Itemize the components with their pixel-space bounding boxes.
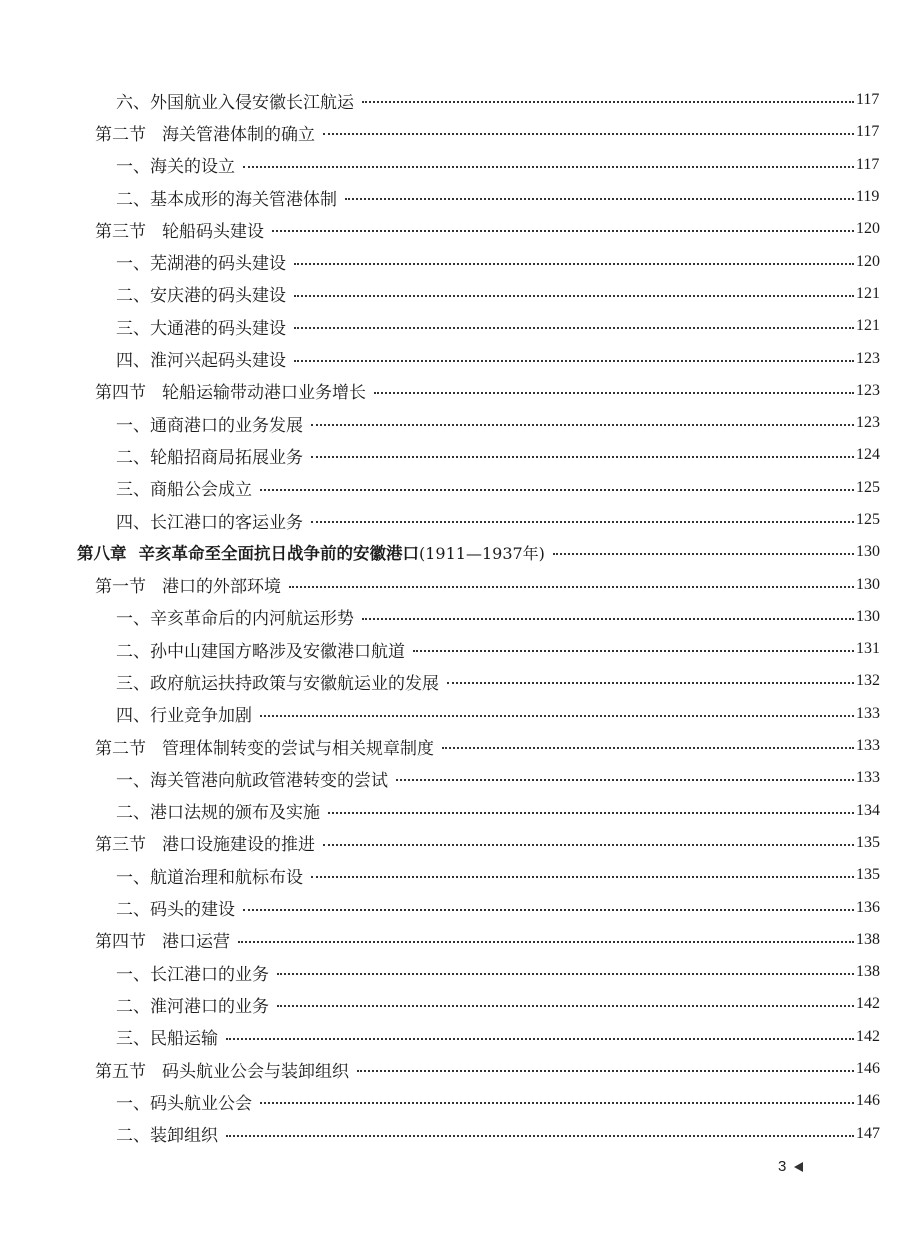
toc-entry-item[interactable]	[0, 665, 900, 697]
toc-entry-title	[116, 992, 277, 1017]
toc-entry-item[interactable]	[0, 310, 900, 342]
toc-entry-text: 行业竞争加剧	[150, 706, 252, 727]
toc-entry-text: 辛亥革命后的内河航运形势	[150, 609, 354, 630]
dot-leader	[323, 133, 854, 135]
toc-entry-text: 芜湖港的码头建设	[150, 254, 286, 275]
toc-entry-title	[77, 540, 553, 564]
toc-entry-prefix: 二、	[116, 996, 150, 1017]
toc-entry-title	[116, 185, 345, 210]
toc-entry-item[interactable]	[0, 795, 900, 827]
toc-entry-page: 123	[856, 381, 880, 399]
toc-entry-title	[116, 152, 243, 177]
toc-entry-page: 133	[856, 769, 880, 787]
dot-leader	[243, 909, 854, 911]
toc-entry-prefix: 四、	[116, 706, 150, 727]
page-footer	[778, 1158, 803, 1175]
toc-entry-date-range: (1911—1937年)	[419, 544, 545, 564]
toc-entry-text: 民船运输	[150, 1029, 218, 1050]
toc-entry-prefix: 二、	[116, 1126, 150, 1147]
toc-entry-title	[95, 378, 374, 403]
toc-entry-text: 装卸组织	[150, 1126, 218, 1147]
toc-entry-page: 120	[856, 220, 880, 238]
toc-entry-title	[116, 346, 294, 371]
dot-leader	[323, 844, 854, 846]
left-triangle-icon	[794, 1162, 803, 1172]
toc-entry-title	[116, 960, 277, 985]
toc-entry-prefix: 三、	[116, 318, 150, 339]
toc-entry-text: 海关管港体制的确立	[162, 124, 315, 145]
toc-entry-page: 133	[856, 737, 880, 755]
toc-entry-text: 长江港口的业务	[150, 964, 269, 985]
toc-entry-text: 码头的建设	[150, 900, 235, 921]
dot-leader	[260, 489, 854, 491]
toc-entry-prefix: 第二节	[95, 738, 146, 759]
toc-entry-page: 138	[856, 963, 880, 981]
toc-entry-section[interactable]	[0, 730, 900, 762]
toc-entry-text: 港口的外部环境	[162, 577, 281, 598]
toc-entry-text: 港口设施建设的推进	[162, 835, 315, 856]
toc-entry-prefix: 一、	[116, 157, 150, 178]
toc-entry-text: 港口运营	[162, 932, 230, 953]
toc-entry-text: 轮船运输带动港口业务增长	[162, 383, 366, 404]
dot-leader	[289, 586, 854, 588]
dot-leader	[442, 747, 854, 749]
dot-leader	[238, 941, 854, 943]
dot-leader	[413, 650, 854, 652]
toc-entry-title	[116, 411, 311, 436]
toc-entry-page: 123	[856, 349, 880, 367]
toc-entry-prefix: 二、	[116, 900, 150, 921]
toc-entry-title	[116, 766, 396, 791]
toc-entry-page: 134	[856, 801, 880, 819]
toc-entry-title	[95, 927, 238, 952]
toc-entry-title	[116, 637, 413, 662]
dot-leader	[260, 715, 854, 717]
toc-entry-page: 121	[856, 317, 880, 335]
toc-entry-text: 码头航业公会	[150, 1093, 252, 1114]
toc-entry-text: 安庆港的码头建设	[150, 286, 286, 307]
toc-entry-item[interactable]	[0, 988, 900, 1020]
toc-entry-text: 政府航运扶持政策与安徽航运业的发展	[150, 673, 439, 694]
toc-entry-page: 142	[856, 1027, 880, 1045]
toc-entry-title	[116, 863, 311, 888]
toc-entry-item[interactable]	[0, 278, 900, 310]
toc-entry-text: 管理体制转变的尝试与相关规章制度	[162, 738, 434, 759]
toc-entry-page: 146	[856, 1092, 880, 1110]
toc-entry-prefix: 一、	[116, 1093, 150, 1114]
toc-entry-title	[116, 604, 362, 629]
dot-leader	[294, 295, 854, 297]
toc-entry-item[interactable]	[0, 633, 900, 665]
dot-leader	[362, 618, 854, 620]
toc-entry-title	[95, 830, 323, 855]
toc-entry-page: 121	[856, 284, 880, 302]
toc-entry-text: 基本成形的海关管港体制	[150, 189, 337, 210]
toc-entry-title	[116, 1024, 226, 1049]
toc-entry-page: 142	[856, 995, 880, 1013]
toc-entry-item[interactable]	[0, 245, 900, 277]
toc-entry-prefix: 一、	[116, 254, 150, 275]
dot-leader	[277, 973, 854, 975]
page-number: 3	[778, 1158, 787, 1175]
toc-entry-title	[116, 1089, 260, 1114]
toc-entry-page: 123	[856, 414, 880, 432]
toc-entry-prefix: 第四节	[95, 383, 146, 404]
toc-entry-page: 135	[856, 866, 880, 884]
toc-entry-chapter[interactable]	[0, 536, 900, 568]
toc-entry-page: 130	[856, 607, 880, 625]
toc-entry-section[interactable]	[0, 375, 900, 407]
dot-leader	[447, 682, 854, 684]
toc-entry-prefix: 三、	[116, 673, 150, 694]
toc-entry-prefix: 一、	[116, 415, 150, 436]
toc-entry-page: 130	[856, 543, 880, 561]
table-of-contents	[0, 84, 900, 1150]
toc-entry-item[interactable]	[0, 407, 900, 439]
toc-entry-section[interactable]	[0, 568, 900, 600]
toc-entry-item[interactable]	[0, 84, 900, 116]
toc-entry-item[interactable]	[0, 1021, 900, 1053]
toc-entry-prefix: 二、	[116, 803, 150, 824]
toc-entry-prefix: 四、	[116, 351, 150, 372]
toc-entry-title	[116, 475, 260, 500]
toc-entry-title	[116, 443, 311, 468]
toc-entry-item[interactable]	[0, 762, 900, 794]
toc-entry-text: 外国航业入侵安徽长江航运	[150, 92, 354, 113]
toc-entry-title	[116, 508, 311, 533]
toc-entry-prefix: 二、	[116, 189, 150, 210]
toc-entry-prefix: 第三节	[95, 221, 146, 242]
toc-entry-text: 长江港口的客运业务	[150, 512, 303, 533]
toc-entry-page: 125	[856, 478, 880, 496]
toc-entry-page: 125	[856, 511, 880, 528]
dot-leader	[226, 1135, 854, 1137]
toc-entry-item[interactable]	[0, 181, 900, 213]
toc-entry-item[interactable]	[0, 601, 900, 633]
toc-entry-title	[116, 701, 260, 726]
toc-entry-text: 码头航业公会与装卸组织	[162, 1061, 349, 1082]
toc-entry-text: 航道治理和航标布设	[150, 867, 303, 888]
toc-entry-item[interactable]	[0, 1118, 900, 1150]
toc-entry-text: 港口法规的颁布及实施	[150, 803, 320, 824]
dot-leader	[311, 876, 854, 878]
toc-entry-page: 132	[856, 672, 880, 690]
toc-entry-prefix: 第四节	[95, 932, 146, 953]
toc-entry-item[interactable]	[0, 891, 900, 923]
dot-leader	[294, 263, 854, 265]
toc-entry-page: 136	[856, 898, 880, 916]
toc-entry-page: 117	[856, 155, 880, 173]
toc-entry-prefix: 第五节	[95, 1061, 146, 1082]
toc-entry-page: 133	[856, 704, 880, 722]
toc-entry-section[interactable]	[0, 213, 900, 245]
toc-entry-title	[95, 734, 442, 759]
toc-entry-page: 120	[856, 252, 880, 270]
toc-entry-page: 117	[856, 123, 880, 141]
toc-entry-title	[116, 314, 294, 339]
toc-entry-text: 海关的设立	[150, 157, 235, 178]
dot-leader	[345, 198, 854, 200]
dot-leader	[226, 1038, 854, 1040]
dot-leader	[294, 360, 854, 362]
toc-entry-page: 119	[856, 188, 880, 206]
toc-entry-text: 孙中山建国方略涉及安徽港口航道	[150, 641, 405, 662]
toc-entry-item[interactable]	[0, 472, 900, 504]
toc-entry-text: 淮河港口的业务	[150, 996, 269, 1017]
dot-leader	[328, 812, 854, 814]
toc-entry-title	[116, 798, 328, 823]
dot-leader	[294, 327, 854, 329]
dot-leader	[260, 1102, 854, 1104]
toc-entry-title	[116, 281, 294, 306]
toc-entry-item[interactable]	[0, 149, 900, 181]
toc-entry-prefix: 二、	[116, 447, 150, 468]
toc-entry-text: 大通港的码头建设	[150, 318, 286, 339]
toc-entry-prefix: 三、	[116, 480, 150, 501]
toc-entry-item[interactable]	[0, 698, 900, 730]
toc-entry-prefix: 第三节	[95, 835, 146, 856]
toc-entry-text: 商船公会成立	[150, 480, 252, 501]
toc-entry-title	[116, 1121, 226, 1146]
toc-entry-prefix: 一、	[116, 609, 150, 630]
toc-entry-prefix: 一、	[116, 867, 150, 888]
toc-entry-section[interactable]	[0, 827, 900, 859]
dot-leader	[243, 166, 854, 168]
toc-entry-page: 124	[856, 446, 880, 464]
toc-entry-title	[116, 88, 362, 113]
toc-entry-text: 淮河兴起码头建设	[150, 351, 286, 372]
toc-entry-prefix: 三、	[116, 1029, 150, 1050]
toc-entry-text: 通商港口的业务发展	[150, 415, 303, 436]
toc-entry-prefix: 第八章	[77, 544, 127, 564]
toc-entry-page: 147	[856, 1124, 880, 1142]
toc-entry-title	[116, 895, 243, 920]
toc-entry-text: 轮船招商局拓展业务	[150, 447, 303, 468]
dot-leader	[311, 424, 854, 426]
toc-entry-section[interactable]	[0, 1053, 900, 1085]
toc-entry-item[interactable]	[0, 439, 900, 471]
toc-entry-section[interactable]	[0, 924, 900, 956]
toc-entry-prefix: 第二节	[95, 124, 146, 145]
dot-leader	[311, 521, 854, 523]
dot-leader	[311, 456, 854, 458]
dot-leader	[357, 1070, 854, 1072]
toc-entry-prefix: 四、	[116, 512, 150, 533]
toc-entry-page: 138	[856, 930, 880, 948]
toc-entry-title	[116, 669, 447, 694]
toc-entry-title	[95, 120, 323, 145]
toc-entry-item[interactable]	[0, 859, 900, 891]
toc-entry-page: 135	[856, 833, 880, 851]
dot-leader	[277, 1005, 854, 1007]
toc-entry-text: 轮船码头建设	[162, 221, 264, 242]
toc-entry-prefix: 二、	[116, 286, 150, 307]
dot-leader	[553, 553, 854, 555]
toc-entry-item[interactable]	[0, 504, 900, 536]
toc-entry-page: 130	[856, 575, 880, 593]
toc-entry-title	[95, 572, 289, 597]
toc-entry-text: 海关管港向航政管港转变的尝试	[150, 770, 388, 791]
toc-entry-prefix: 一、	[116, 770, 150, 791]
toc-entry-section[interactable]	[0, 116, 900, 148]
dot-leader	[272, 230, 854, 232]
toc-entry-text: 辛亥革命至全面抗日战争前的安徽港口	[138, 544, 419, 564]
toc-entry-page: 131	[856, 640, 880, 658]
dot-leader	[396, 779, 854, 781]
toc-entry-prefix: 一、	[116, 964, 150, 985]
dot-leader	[374, 392, 854, 394]
toc-entry-title	[116, 249, 294, 274]
toc-entry-title	[95, 217, 272, 242]
dot-leader	[362, 101, 854, 103]
toc-entry-title	[95, 1057, 357, 1082]
toc-entry-prefix: 二、	[116, 641, 150, 662]
toc-entry-item[interactable]	[0, 342, 900, 374]
toc-entry-page: 117	[856, 91, 880, 109]
toc-entry-item[interactable]	[0, 1085, 900, 1117]
toc-entry-page: 146	[856, 1060, 880, 1078]
toc-entry-item[interactable]	[0, 956, 900, 988]
toc-entry-prefix: 六、	[116, 92, 150, 113]
toc-entry-prefix: 第一节	[95, 577, 146, 598]
